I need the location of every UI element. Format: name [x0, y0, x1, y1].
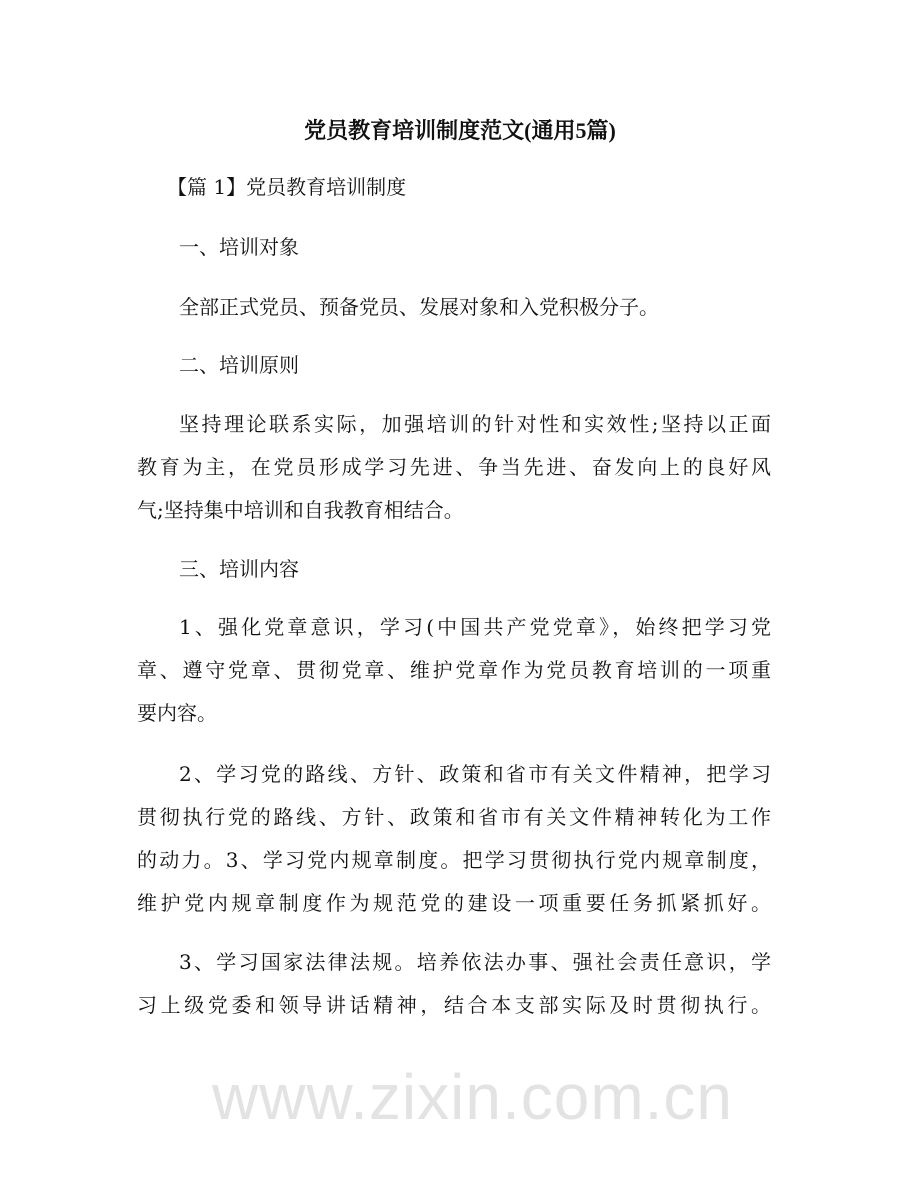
heading-training-principle	[137, 344, 771, 387]
text-line: 章、遵守党章、贯彻党章、维护党章作为党员教育培训的一项重	[137, 658, 771, 682]
text-line: 1、强化党章意识，学习(中国共产党党章》，始终把学习党	[179, 615, 771, 639]
text-line: 坚持理论联系实际，加强培训的针对性和实效性;坚持以正面	[179, 412, 771, 436]
text-line: 【篇 1】党员教育培训制度	[167, 175, 407, 199]
text-line: 教育为主，在党员形成学习先进、争当先进、奋发向上的良好风	[137, 455, 771, 479]
text-line: 二、培训原则	[179, 353, 299, 377]
heading-training-target	[137, 226, 771, 269]
text-line: 三、培训内容	[179, 557, 299, 581]
text-line: 习上级党委和领导讲话精神，结合本支部实际及时贯彻执行。	[137, 993, 771, 1017]
paragraph-content-3	[137, 941, 771, 1027]
text-line: 3、学习国家法律法规。培养依法办事、强社会责任意识，学	[179, 950, 771, 974]
text-line: 要内容。	[137, 701, 217, 725]
text-line: 全部正式党员、预备党员、发展对象和入党积极分子。	[179, 295, 659, 319]
paragraph-content-2	[137, 753, 771, 925]
text-line: 贯彻执行党的路线、方针、政策和省市有关文件精神转化为工作	[137, 805, 771, 829]
watermark: www.zixin.com.cn	[212, 1061, 733, 1133]
heading-training-content	[137, 548, 771, 591]
section-heading-1	[137, 166, 771, 209]
text-line: 气;坚持集中培训和自我教育相结合。	[137, 498, 464, 522]
text-line: 维护党内规章制度作为规范党的建设一项重要任务抓紧抓好。	[137, 891, 771, 915]
text-line: 的动力。3、学习党内规章制度。把学习贯彻执行党内规章制度，	[137, 848, 771, 872]
paragraph-principle	[137, 403, 771, 532]
paragraph-content-1	[137, 606, 771, 735]
text-line: 一、培训对象	[179, 235, 299, 259]
text-line: 2、学习党的路线、方针、政策和省市有关文件精神，把学习	[179, 762, 771, 786]
document-title: 党员教育培训制度范文(通用5篇)	[304, 118, 616, 143]
paragraph-target	[137, 286, 771, 329]
